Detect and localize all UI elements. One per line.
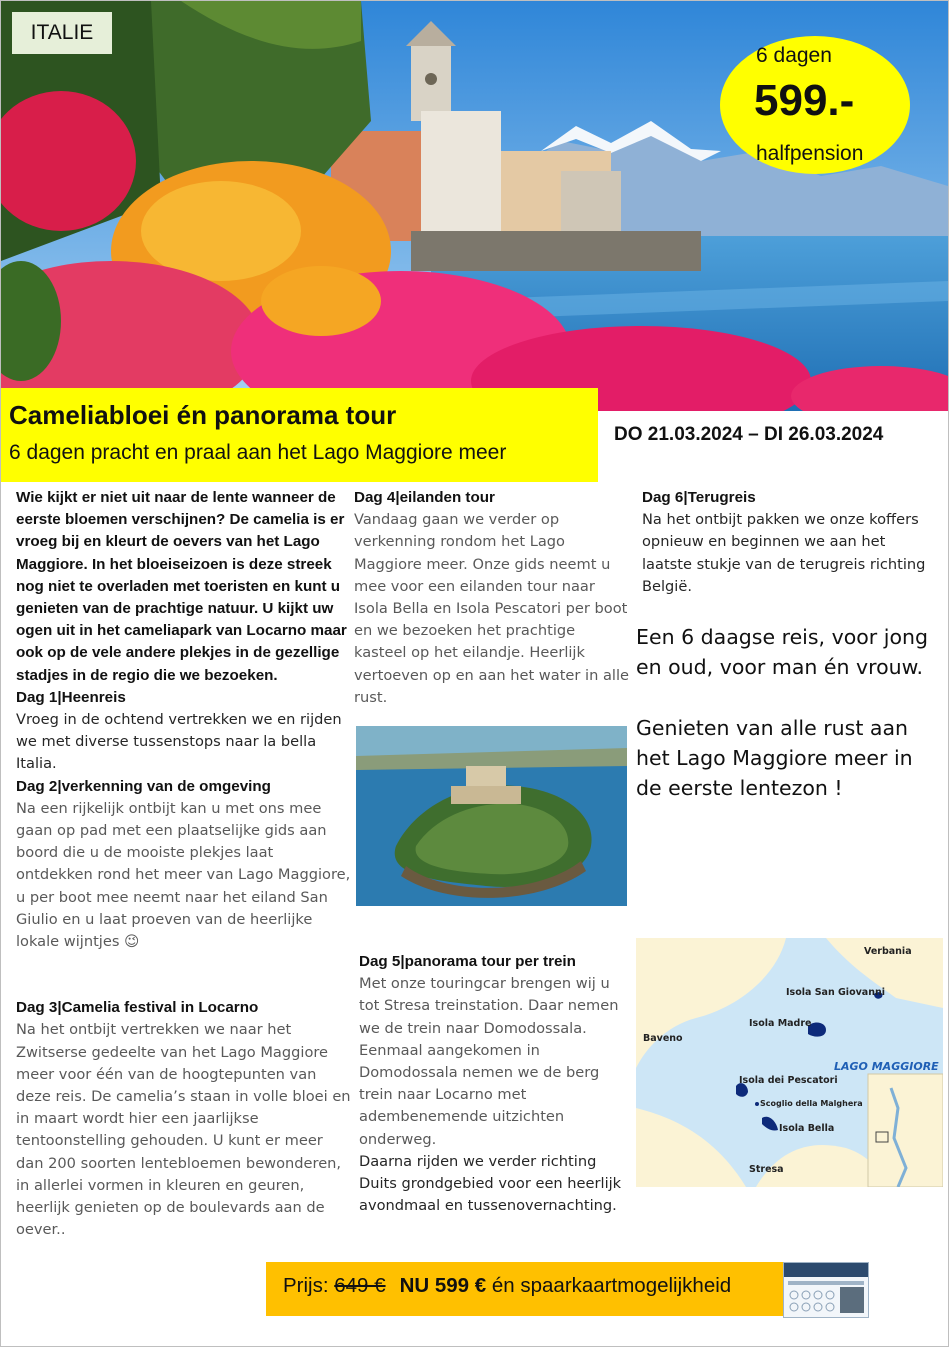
map-place-isola-san-giovanni: Isola San Giovanni [786, 987, 885, 998]
map-place-isola-dei-pescatori: Isola dei Pescatori [739, 1075, 838, 1086]
intro-text: Wie kijkt er niet uit naar de lente wanneer de eerste bloemen verschijnen? De camelia is er vroeg bij en kleurt de oevers van het Lago Maggiore. In het bloeiseizoen is deze streek nog niet te overladen met toeristen en kunt u genieten van de prachtige natuur. U kijkt uw ogen uit in het cameliapark van Locarno maar ook op de vele andere plekjes in de gezellige stadjes in de regio die we bezoeken. [16, 489, 347, 684]
tour-subtitle: 6 dagen pracht en praal aan het Lago Maggiore meer [9, 441, 507, 464]
day-3-text: Na het ontbijt vertrekken we naar het Zwitserse gedeelte van het Lago Maggiore meer voor één van de hoogtepunten van deze reis. De camelia’s staan in volle bloei en in maart wordt hier een jaarlijkse tentoonstelling gehouden. U kunt er meer dan 200 soorten lentebloemen bewonderen, in allerlei vormen in kleuren en geuren, heerlijk genieten op de boulevards aan de oever.. [16, 1021, 351, 1239]
map-place-scoglio-della-malghera: Scoglio della Malghera [760, 1099, 863, 1108]
column-middle-lower [359, 951, 634, 1217]
day-6-heading: Dag 6|Terugreis [642, 489, 756, 506]
title-banner [1, 388, 598, 482]
travel-dates: DO 21.03.2024 – DI 26.03.2024 [614, 424, 884, 445]
day-2-text: Na een rijkelijk ontbijt kan u met ons mee gaan op pad met een plaatselijke gids aan boord die u de mooiste plekjes laat ontdekken rond het meer van Lago Maggiore, u per boot mee neemt naar het eiland San Giulio en u laat proeven van de heerlijke lokale wijntjes 😉 [16, 799, 351, 951]
day-5-heading: Dag 5|panorama tour per trein [359, 953, 576, 970]
map-lake-label: LAGO MAGGIORE [834, 1060, 939, 1073]
map-place-isola-madre: Isola Madre [749, 1018, 812, 1029]
column-right [642, 487, 927, 598]
column-middle [354, 487, 629, 709]
old-price: 649 € [334, 1274, 386, 1297]
price-badge-board: halfpension [756, 142, 864, 165]
day-4-text: Vandaag gaan we verder op verkenning rondom het Lago Maggiore meer. Onze gids neemt u mee voor een eilanden tour naar Isola Bella en Isola Pescatori per boot en we bezoeken het prachtige kasteel op het eilandje. Heerlijk vertoeven op en aan het water in alle rust. [354, 511, 630, 706]
day-4-heading: Dag 4|eilanden tour [354, 489, 495, 506]
map-place-verbania: Verbania [864, 946, 912, 957]
promo-text-1: Een 6 daagse reis, voor jong en oud, voor man én vrouw. [636, 625, 928, 679]
price-badge-days: 6 dagen [756, 44, 832, 67]
tour-title: Cameliabloei én panorama tour [9, 400, 397, 430]
day-2-heading: Dag 2|verkenning van de omgeving [16, 777, 271, 795]
price-prefix: Prijs: [283, 1274, 335, 1297]
price-bar-text [283, 1274, 731, 1298]
spaarkaart-card-image [783, 1262, 869, 1318]
map-place-stresa: Stresa [749, 1164, 784, 1175]
day-5-text: Met onze touringcar brengen wij u tot Stresa treinstation. Daar nemen we de trein naar Domodossala. Eenmaal aangekomen in Domodossala nemen we de berg trein naar Locarno met adembenemende uitzichten onderweg. [359, 975, 619, 1148]
day-6-text: Na het ontbijt pakken we onze koffers opnieuw en beginnen we aan het laatste stukje van de terugreis richting België. [642, 511, 926, 595]
price-suffix: én spaarkaartmogelijkheid [486, 1274, 732, 1297]
current-price: NU 599 € [399, 1274, 487, 1297]
price-badge [720, 36, 910, 174]
column-left [16, 487, 351, 1242]
day-1-text: Vroeg in de ochtend vertrekken we en rijden we met diverse tussenstops naar la bella Italia. [16, 711, 342, 773]
price-badge-amount: 599.- [754, 76, 855, 125]
isola-bella-photo [356, 726, 627, 906]
price-bar [266, 1262, 832, 1316]
day-3-heading: Dag 3|Camelia festival in Locarno [16, 999, 259, 1017]
day-5-text-continued: Daarna rijden we verder richting Duits grondgebied voor een heerlijk avondmaal en tussenovernachting. [359, 1152, 622, 1215]
day-1-heading: Dag 1|Heenreis [16, 688, 126, 706]
promo-text-2: Genieten van alle rust aan het Lago Maggiore meer in de eerste lentezon ! [636, 716, 913, 800]
country-tag: ITALIE [12, 12, 112, 54]
lake-map [636, 938, 943, 1187]
map-place-isola-bella: Isola Bella [779, 1123, 835, 1134]
map-place-baveno: Baveno [643, 1033, 683, 1044]
